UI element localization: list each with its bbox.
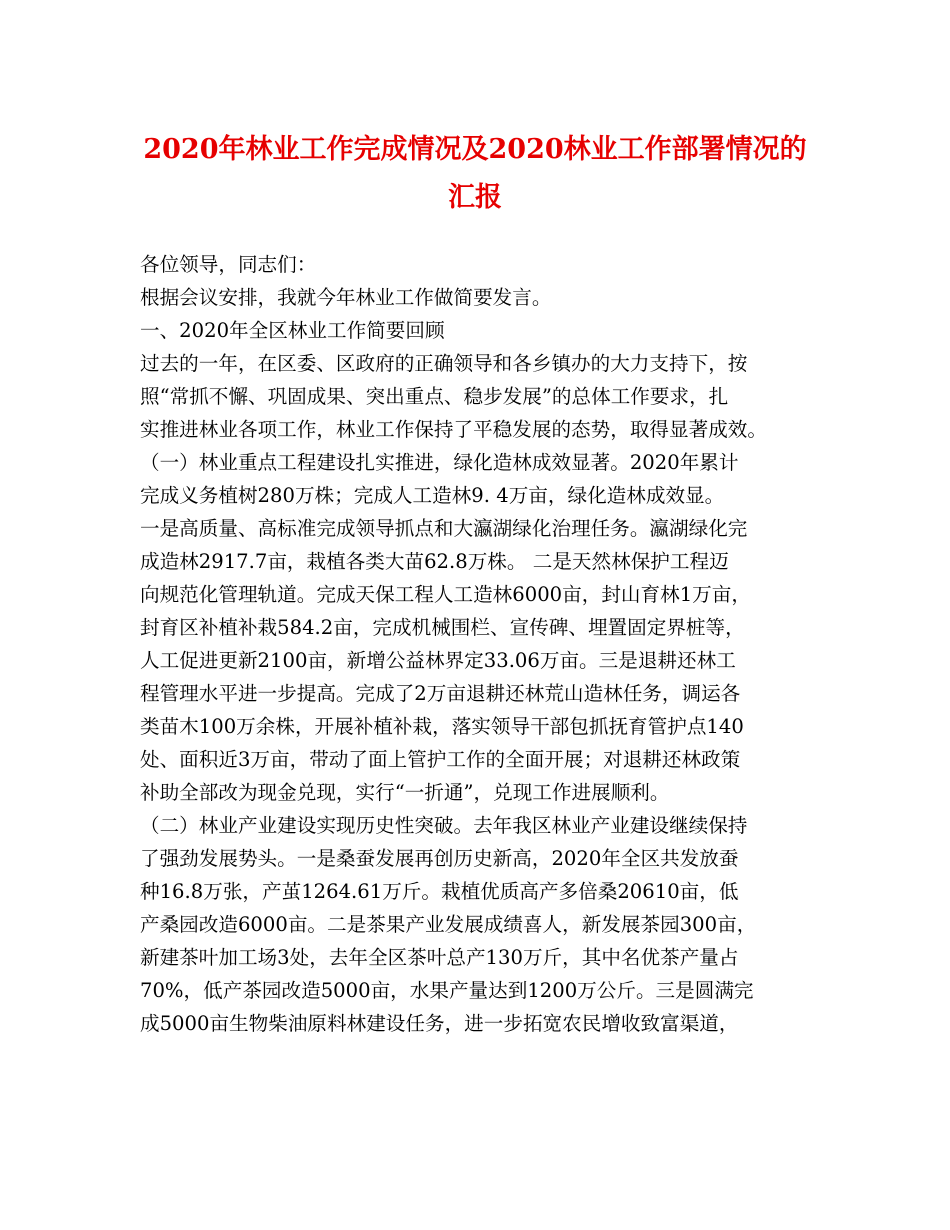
body-line: 实推进林业各项工作，林业工作保持了平稳发展的态势，取得显著成效。 bbox=[140, 418, 767, 441]
body-line: 程管理水平进一步提高。完成了2万亩退耕还林荒山造林任务，调运各 bbox=[140, 682, 741, 705]
body-line: （二）林业产业建设实现历史性突破。去年我区林业产业建设继续保持 bbox=[140, 814, 748, 837]
body-line: 了强劲发展势头。一是桑蚕发展再创历史新高，2020年全区共发放蚕 bbox=[140, 847, 739, 870]
body-line: 过去的一年，在区委、区政府的正确领导和各乡镇办的大力支持下，按 bbox=[140, 352, 748, 375]
body-line: 一是高质量、高标准完成领导抓点和大瀛湖绿化治理任务。瀛湖绿化完 bbox=[140, 517, 748, 540]
document-body bbox=[140, 248, 825, 1040]
title-line-1: 2020年林业工作完成情况及2020林业工作部署情况的 bbox=[143, 134, 807, 165]
document-title bbox=[80, 126, 870, 222]
body-line: 向规范化管理轨道。完成天保工程人工造林6000亩，封山育林1万亩， bbox=[140, 583, 751, 606]
body-line: 处、面积近3万亩，带动了面上管护工作的全面开展；对退耕还林政策 bbox=[140, 748, 741, 771]
body-line: 新建茶叶加工场3处，去年全区茶叶总产130万斤，其中名优茶产量占 bbox=[140, 946, 739, 969]
body-line: 人工促进更新2100亩，新增公益林界定33.06万亩。三是退耕还林工 bbox=[140, 649, 736, 672]
body-line: （一）林业重点工程建设扎实推进，绿化造林成效显著。2020年累计 bbox=[140, 451, 739, 474]
body-line: 封育区补植补栽584.2亩，完成机械围栏、宣传碑、埋置固定界桩等， bbox=[140, 616, 745, 639]
body-line: 成造林2917.7亩，栽植各类大苗62.8万株。 二是天然林保护工程迈 bbox=[140, 550, 729, 573]
body-line: 根据会议安排，我就今年林业工作做简要发言。 bbox=[140, 286, 552, 309]
body-line: 照“常抓不懈、巩固成果、突出重点、稳步发展”的总体工作要求，扎 bbox=[140, 385, 729, 408]
body-line: 70%，低产茶园改造5000亩，水果产量达到1200万公斤。三是圆满完 bbox=[140, 979, 754, 1002]
body-line: 产桑园改造6000亩。二是茶果产业发展成绩喜人，新发展茶园300亩， bbox=[140, 913, 757, 936]
body-line: 种16.8万张，产茧1264.61万斤。栽植优质高产多倍桑20610亩，低 bbox=[140, 880, 739, 903]
body-line: 一、2020年全区林业工作简要回顾 bbox=[140, 319, 445, 342]
body-line: 类苗木100万余株，开展补植补栽，落实领导干部包抓抚育管护点140 bbox=[140, 715, 744, 738]
body-line: 完成义务植树280万株；完成人工造林9. 4万亩，绿化造林成效显。 bbox=[140, 484, 725, 507]
body-line: 补助全部改为现金兑现，实行“一折通”，兑现工作进展顺利。 bbox=[140, 781, 670, 804]
body-line: 各位领导，同志们： bbox=[140, 253, 317, 276]
body-line: 成5000亩生物柴油原料林建设任务，进一步拓宽农民增收致富渠道， bbox=[140, 1012, 739, 1035]
title-line-2: 汇报 bbox=[448, 182, 502, 213]
